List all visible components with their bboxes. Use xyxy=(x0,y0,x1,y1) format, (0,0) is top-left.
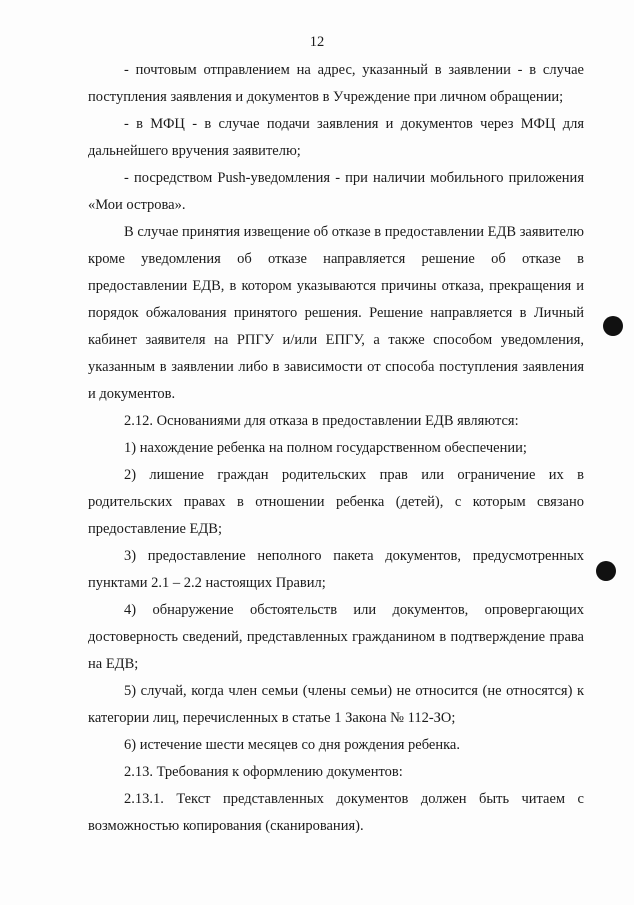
list-item-1: 1) нахождение ребенка на полном государственном обеспечении; xyxy=(124,440,527,456)
list-item-3: 3) предоставление неполного пакета документов, предусмотренных пунктами 2.1 – 2.2 настоящих Правил; xyxy=(88,548,584,591)
paragraph-postal-delivery: - почтовым отправлением на адрес, указанный в заявлении - в случае поступления заявления и документов в Учреждение при личном обращении; xyxy=(88,62,584,105)
list-item-6: 6) истечение шести месяцев со дня рождения ребенка. xyxy=(124,737,460,753)
paragraph-mfc-delivery: - в МФЦ - в случае подачи заявления и документов через МФЦ для дальнейшего вручения заявителю; xyxy=(88,116,584,159)
binder-hole-mark xyxy=(603,316,623,336)
paragraph-refusal-decision: В случае принятия извещение об отказе в предоставлении ЕДВ заявителю кроме уведомления об отказе направляется решение об отказе в предоставлении ЕДВ, в котором указываются причины отказа, прекращения и порядок обжалования принятого решения. Решение направляется в Личный кабинет заявителя на РПГУ и/или ЕПГУ, а также способом уведомления, указанным в заявлении либо в зависимости от способа поступления заявления и документов. xyxy=(88,224,584,402)
paragraph-2-13-1: 2.13.1. Текст представленных документов должен быть читаем с возможностью копирования (сканирования). xyxy=(88,791,584,834)
document-body xyxy=(88,57,584,840)
paragraph-push-notification: - посредством Push-уведомления - при наличии мобильного приложения «Мои острова». xyxy=(88,170,584,213)
list-item-4: 4) обнаружение обстоятельств или документов, опровергающих достоверность сведений, представленных гражданином в подтверждение права на ЕДВ; xyxy=(88,602,584,672)
binder-hole-mark xyxy=(596,561,616,581)
section-heading-2-13: 2.13. Требования к оформлению документов: xyxy=(124,764,403,780)
page-number: 12 xyxy=(309,34,325,50)
list-item-2: 2) лишение граждан родительских прав или ограничение их в родительских правах в отношении ребенка (детей), с которым связано предоставление ЕДВ; xyxy=(88,467,584,537)
list-item-5: 5) случай, когда член семьи (члены семьи) не относится (не относятся) к категории лиц, перечисленных в статье 1 Закона № 112-ЗО; xyxy=(88,683,584,726)
section-heading-2-12: 2.12. Основаниями для отказа в предоставлении ЕДВ являются: xyxy=(124,413,519,429)
